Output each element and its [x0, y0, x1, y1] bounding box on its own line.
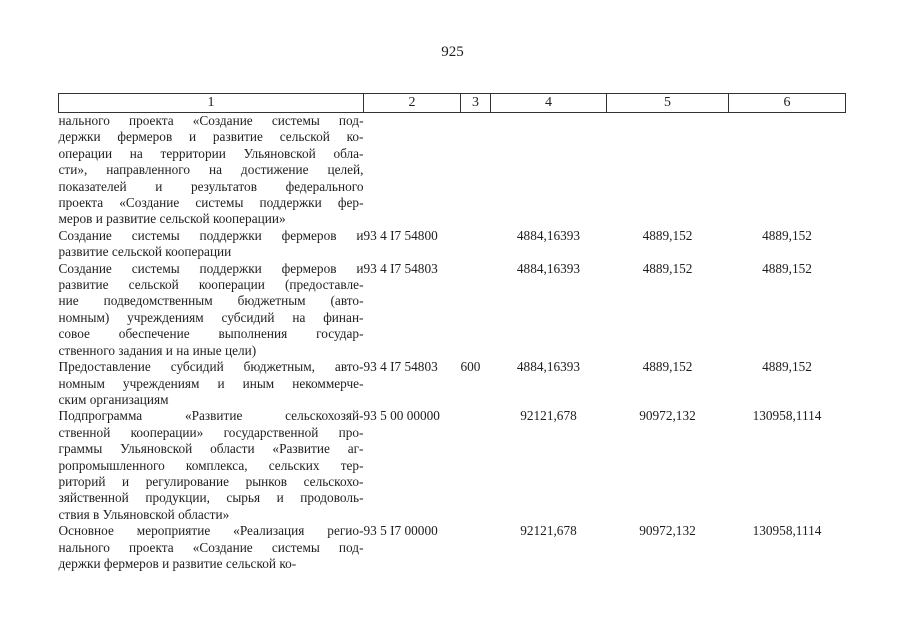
amount-col-6: 130958,1114: [752, 408, 822, 424]
description-line: нального проекта «Создание системы под-: [58, 113, 364, 128]
description-line: держки фермеров и развитие сельской ко-: [58, 129, 364, 145]
header-col-2: 2: [364, 94, 461, 113]
header-col-5: 5: [607, 94, 729, 113]
expense-type: [461, 113, 491, 228]
target-code: 93 5 00 00000: [363, 408, 440, 424]
description-line: зяйственной продукции, сырья и продоволь-: [58, 490, 364, 506]
expense-type: [461, 523, 491, 572]
target-code: 93 4 I7 54803: [363, 359, 438, 375]
description-line: ственной кооперации» государственной про-: [58, 424, 364, 440]
row-description: [59, 261, 364, 359]
description-line: номным учреждениям и иным некоммерче-: [58, 375, 364, 391]
header-row: [59, 94, 846, 113]
table-row: [59, 113, 846, 228]
description-line: сти», направленного на достижение целей,: [58, 162, 364, 178]
description-line: меров и развитие сельской кооперации»: [58, 211, 286, 227]
description-line: Основное мероприятие «Реализация регио-: [58, 523, 364, 539]
description-line: держки фермеров и развитие сельской ко-: [58, 555, 297, 571]
description-line: ние подведомственным бюджетным (авто-: [58, 293, 364, 309]
target-code: [364, 113, 461, 228]
amount-col-6: 4889,152: [762, 260, 812, 276]
description-line: риторий и регулирование рынков сельскохо-: [58, 473, 364, 489]
expense-type: [461, 261, 491, 359]
table-row: [59, 523, 846, 572]
budget-table: [58, 93, 846, 572]
description-line: номным) учреждениям субсидий на финан-: [58, 309, 364, 325]
expense-type: 600: [460, 359, 481, 375]
description-line: развитие сельской кооперации (предоставле-: [58, 277, 364, 293]
amount-col-6: 130958,1114: [752, 523, 822, 539]
amount-col-5: 4889,152: [642, 260, 693, 276]
description-line: ственного задания и на иные цели): [58, 342, 257, 358]
target-code: 93 4 I7 54800: [363, 227, 438, 243]
amount-col-5: 90972,132: [639, 408, 696, 424]
description-line: нального проекта «Создание системы под-: [58, 539, 364, 555]
description-line: операции на территории Ульяновской обла-: [58, 145, 364, 161]
description-line: Создание системы поддержки фермеров и: [58, 227, 364, 243]
header-col-3: 3: [461, 94, 491, 113]
description-line: совое обеспечение выполнения государ-: [58, 326, 364, 342]
amount-col-4: 92121,678: [520, 523, 577, 539]
target-code: 93 4 I7 54803: [363, 260, 438, 276]
table-row: [59, 261, 846, 359]
row-description: [59, 408, 364, 523]
amount-col-4: 92121,678: [520, 408, 577, 424]
header-col-4: 4: [491, 94, 607, 113]
description-line: ским организациям: [58, 391, 169, 407]
header-col-1: 1: [59, 94, 364, 113]
table-row: [59, 408, 846, 523]
amount-col-4: 4884,16393: [516, 359, 581, 375]
amount-col-5: 4889,152: [642, 227, 693, 243]
amount-col-5: 90972,132: [639, 523, 696, 539]
description-line: Подпрограмма «Развитие сельскохозяй-: [58, 408, 364, 424]
table-row: [59, 228, 846, 261]
description-line: показателей и результатов федерального: [58, 178, 364, 194]
target-code: 93 5 I7 00000: [363, 523, 438, 539]
description-line: развитие сельской кооперации: [58, 244, 232, 260]
expense-type: [461, 408, 491, 523]
amount-col-4: 4884,16393: [516, 227, 581, 243]
row-description: [59, 113, 364, 228]
amount-col-6: [729, 113, 846, 228]
description-line: ропромышленного комплекса, сельских тер-: [58, 457, 364, 473]
amount-col-6: 4889,152: [762, 359, 812, 375]
amount-col-5: [607, 113, 729, 228]
row-description: [59, 359, 364, 408]
row-description: [59, 523, 364, 572]
amount-col-6: 4889,152: [762, 227, 812, 243]
description-line: Создание системы поддержки фермеров и: [58, 260, 364, 276]
header-col-6: 6: [729, 94, 846, 113]
row-description: [59, 228, 364, 261]
page-number: 925: [441, 44, 464, 60]
amount-col-5: 4889,152: [642, 359, 693, 375]
expense-type: [461, 228, 491, 261]
description-line: проекта «Создание системы поддержки фер-: [58, 195, 364, 211]
description-line: ствия в Ульяновской области»: [58, 506, 230, 522]
description-line: Предоставление субсидий бюджетным, авто-: [58, 359, 364, 375]
description-line: граммы Ульяновской области «Развитие аг-: [58, 441, 364, 457]
amount-col-4: 4884,16393: [516, 260, 581, 276]
table-row: [59, 359, 846, 408]
amount-col-4: [491, 113, 607, 228]
